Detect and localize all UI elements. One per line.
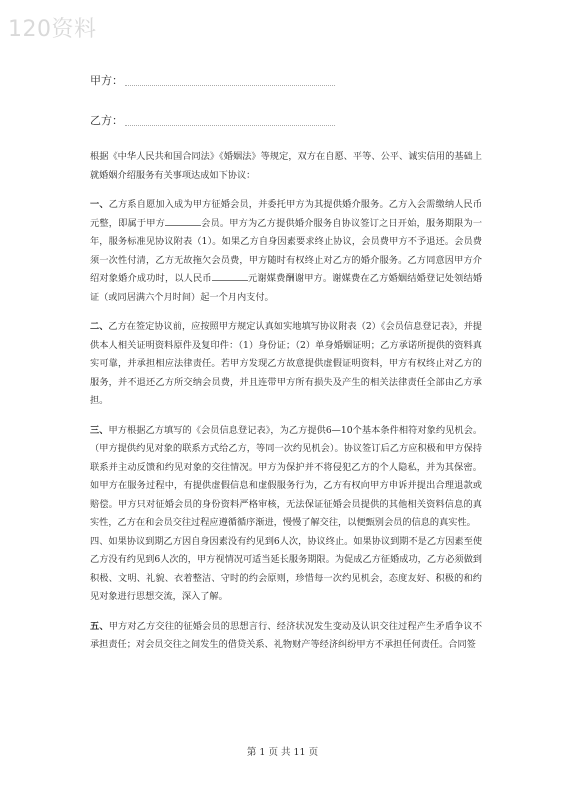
clause-1 [90,196,482,307]
clause-4 [90,533,482,607]
clause-3 [90,422,482,533]
clause-3-text: 甲方根据乙方填写的《会员信息登记表》，为乙方提供6—10个基本条件相符对象约见机会。（甲方提供约见对象的联系方式给乙方，等同一次约见机会）。协议签订后乙方应积极和甲方保持联系并主动反馈和约见对象的交往情况。甲方为保护并不将侵犯乙方的个人隐私，并为其保密。如甲方在服务过程中，有提供虚假信息和虚假服务行为，乙方有权向甲方申诉并提出合理退款或赔偿。甲方只对征婚会员的身份资料严格审核，无法保证征婚会员提供的其他相关资料信息的真实性，乙方在和会员交往过程应遵循循序渐进，慢慢了解交往，以便甄别会员的信息的真实性。 [90,424,483,528]
clause-1-text-a: 乙方系自愿加入成为甲方征婚会员，并委托甲方为其提供婚介服务。乙方入会需缴纳人民币元整，即属于甲方 [90,199,483,229]
party-b-blank [125,124,335,126]
party-b-line [90,112,335,128]
clause-1-text-b: 会员。甲方为乙方提供婚介服务自协议签订之日开始，服务期限为一年，服务标准见协议附表（1）。如果乙方自身因素要求终止协议，会员费甲方不予退还。会员费须一次性付清，乙方无故拖欠会员费，甲方随时有权终止对乙方的婚介服务。乙方同意因甲方介绍对象婚介成功时，以人民币 [90,217,483,284]
intro-paragraph: 根据《中华人民共和国合同法》《婚姻法》等规定，双方在自愿、平等、公平、诚实信用的基础上就婚姻介绍服务有关事项达成如下协议： [90,151,482,181]
party-a-line [90,72,335,88]
agreement-body [90,148,482,666]
party-b-label: 乙方： [90,114,123,127]
party-a-label: 甲方： [90,74,123,87]
clause-1-text-c: 元谢媒费酬谢甲方。谢媒费在乙方婚姻结婚登记处领结婚证（或同居满六个月时间）起一个月内支付。 [90,273,483,303]
membership-blank [165,216,201,226]
clause-1-number: 一、 [90,199,109,210]
clause-3-number: 三、 [90,424,109,436]
clause-5-number: 五、 [90,620,109,632]
page-footer: 第 1 页 共 11 页 [246,747,319,758]
clause-5-text: 甲方对乙方交往的征婚会员的思想言行、经济状况发生变动及认识交往过程产生矛盾争议不承担责任；对会员交往之间发生的借贷关系、礼物财产等经济纠纷甲方不承担任何责任。合同签 [90,620,483,650]
clause-4-text: 如果协议到期乙方因自身因素没有约见到6人次，协议终止。如果协议到期不是乙方因素至使乙方没有约见到6人次的，甲方视情况可适当延长服务期限。为促成乙方征婚成功，乙方必须做到积极、文明、礼貌、衣着整洁、守时的约会原则，珍惜每一次约见机会，态度友好、积极的和约见对象进行思想交流，深入了解。 [90,535,483,602]
clause-2-text: 乙方在签定协议前，应按照甲方规定认真如实地填写协议附表（2）《会员信息登记表》，并提供本人相关证明资料原件及复印件：（1）身份证；（2）单身婚姻证明；乙方承诺所提供的资料真实可靠，并承担相应法律责任。若甲方发现乙方故意提供虚假证明资料，甲方有权终止对乙方的服务，并不退还乙方所交纳会员费，并且连带甲方所有损失及产生的相关法律责任全部由乙方承担。 [90,321,482,406]
watermark-logo: 120资料 [8,17,97,42]
party-a-blank [125,84,335,86]
matchmaking-fee-blank [212,271,248,281]
clause-4-number: 四、 [90,535,109,547]
clause-5 [90,618,482,655]
clause-2 [90,318,482,411]
clause-2-number: 二、 [90,321,109,332]
